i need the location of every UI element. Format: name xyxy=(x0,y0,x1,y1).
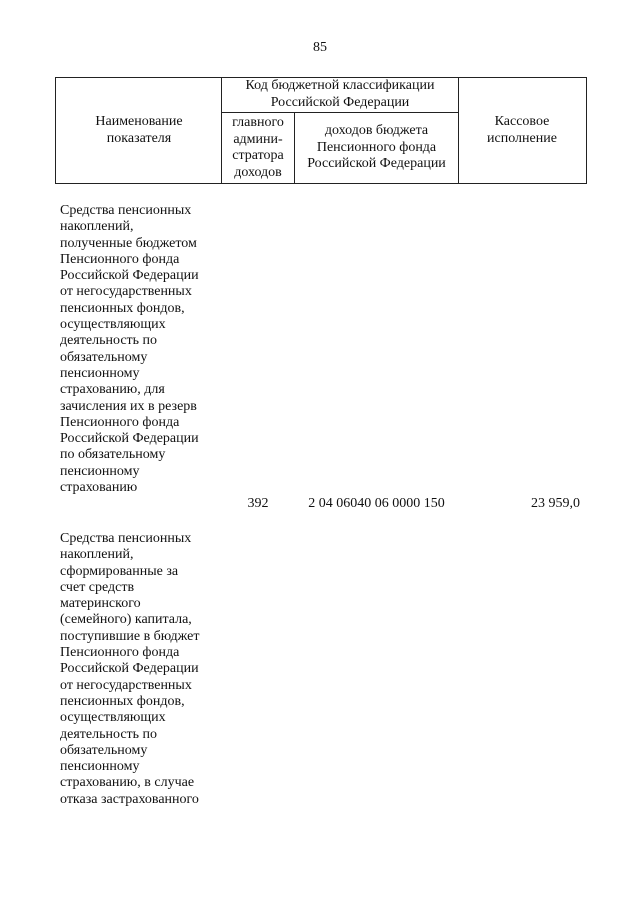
header-fund-revenues: доходов бюджета Пенсионного фонда Российской Федерации xyxy=(307,123,446,172)
table-left-border xyxy=(55,77,56,184)
table-right-border xyxy=(586,77,587,184)
row-2-indicator-name: Средства пенсионных накоплений, сформированные за счет средств материнского (семейного) капитала, поступившие в бюджет Пенсионного фонда Российской Федерации от негосударственных пенсионных фондов, осуществляющих деятельность по обязательному пенсионному страхованию, в случае отказа застрахованного xyxy=(60,531,200,807)
header-cash-execution: Кассовое исполнение xyxy=(487,114,557,146)
header-chief-administrator: главного админи-стратора доходов xyxy=(232,115,284,180)
row-1-admin-code: 392 xyxy=(247,496,269,511)
column-divider-execution xyxy=(458,77,459,184)
page-number: 85 xyxy=(313,40,327,55)
row-1-indicator-name: Средства пенсионных накоплений, полученные бюджетом Пенсионного фонда Российской Федерации от негосударственных пенсионных фондов, осуществляющих деятельность по обязательному пенсионному страхованию, для зачисления их в резерв Пенсионного фонда Российской Федерации по обязательному пенсионному страхованию xyxy=(60,203,199,496)
header-indicator-name: Наименование показателя xyxy=(95,114,183,146)
row-1-revenue-code: 2 04 06040 06 0000 150 xyxy=(308,496,445,511)
row-1-amount: 23 959,0 xyxy=(531,496,580,511)
header-budget-classification-code: Код бюджетной классификации Российской Федерации xyxy=(245,78,435,110)
column-divider-subcode xyxy=(294,112,295,184)
